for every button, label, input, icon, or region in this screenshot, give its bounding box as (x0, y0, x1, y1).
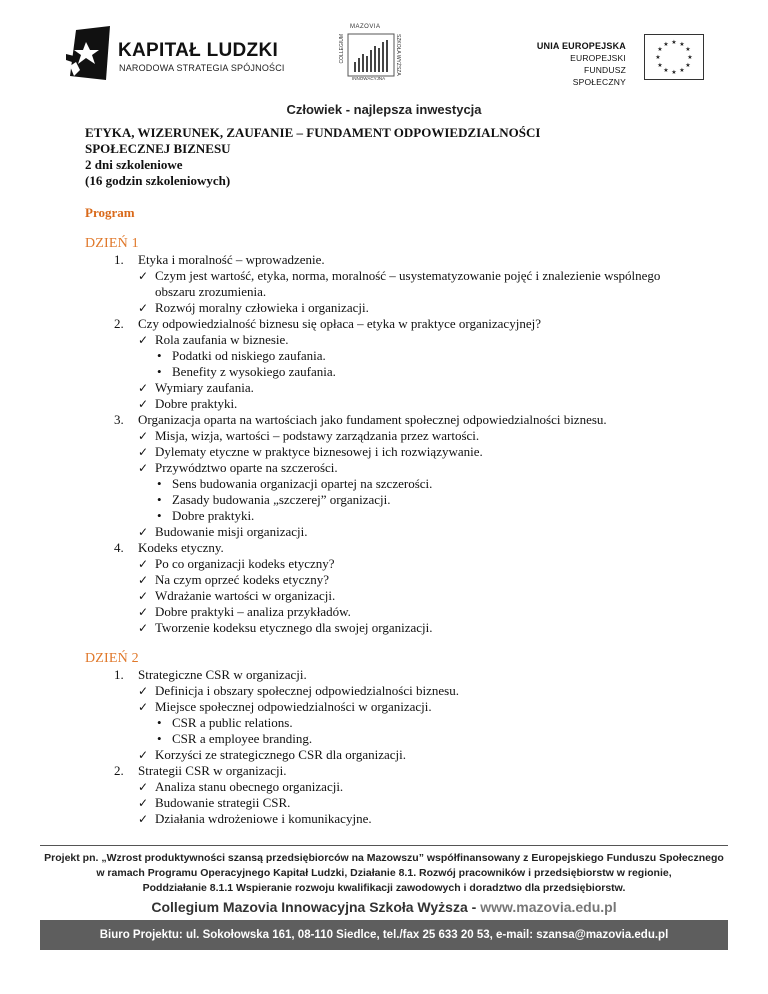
sub-item-text: Miejsce społecznej odpowiedzialności w organizacji. (155, 699, 432, 714)
day-agenda (85, 252, 695, 636)
bullet-item (155, 492, 695, 508)
mazovia-logo-right: SZKOŁA WYŻSZA (395, 34, 401, 76)
footer-project-line3: Poddziałanie 8.1.1 Wspieranie rozwoju kwalifikacji zawodowych i doradztwo dla przedsiębiorstw. (142, 882, 626, 894)
item-text: Organizacja oparta na wartościach jako fundament społecznej odpowiedzialności biznesu. (138, 412, 607, 427)
sub-item (138, 444, 695, 460)
svg-text:★: ★ (685, 62, 691, 69)
checkmark-icon: ✓ (138, 333, 149, 347)
footer-college (0, 899, 768, 915)
bullet-text: Dobre praktyki. (172, 508, 255, 523)
bullet-icon: • (157, 348, 162, 363)
doc-duration: 2 dni szkoleniowe (85, 157, 183, 172)
item-text: Kodeks etyczny. (138, 540, 224, 555)
footer-project-line2: w ramach Programu Operacyjnego Kapitał Ludzki, Działanie 8.1. Rozwój pracowników i przedsiębiorstw w regionie, (96, 867, 672, 879)
checkmark-icon: ✓ (138, 557, 149, 571)
checkmark-icon: ✓ (138, 589, 149, 603)
footer-divider (40, 845, 728, 846)
sub-item (138, 604, 695, 620)
bullet-icon: • (157, 476, 162, 491)
sub-item-text: Przywództwo oparte na szczerości. (155, 460, 338, 475)
sub-item-text: Czym jest wartość, etyka, norma, moralność – usystematyzowanie pojęć i znalezienie wspólnego obszaru zrozumienia. (155, 268, 661, 299)
office-address: Biuro Projektu: ul. Sokołowska 161, 08-110 Siedlce, tel./fax 25 633 20 53, e-mail: szansa@mazovia.edu.pl (99, 929, 669, 941)
checkmark-icon: ✓ (138, 461, 149, 475)
bullet-item (155, 731, 695, 747)
checkmark-icon: ✓ (138, 525, 149, 539)
sub-item (138, 396, 695, 412)
eu-line2: EUROPEJSKI (570, 53, 626, 63)
bullet-text: Sens budowania organizacji opartej na szczerości. (172, 476, 433, 491)
item-number: 1. (114, 667, 124, 682)
sub-item (138, 332, 695, 380)
bullet-item (155, 715, 695, 731)
sub-item-text: Budowanie misji organizacji. (155, 524, 308, 539)
eu-line3: FUNDUSZ SPOŁECZNY (572, 65, 626, 87)
mazovia-logo-left: COLLEGIUM (339, 34, 345, 64)
bullet-item (155, 348, 695, 364)
checkmark-icon: ✓ (138, 397, 149, 411)
checkmark-icon: ✓ (138, 605, 149, 619)
doc-title-line1: ETYKA, WIZERUNEK, ZAUFANIE – FUNDAMENT ODPOWIEDZIALNOŚCI (85, 125, 541, 140)
bullet-icon: • (157, 715, 162, 730)
sub-item-text: Dobre praktyki – analiza przykładów. (155, 604, 351, 619)
sub-item (138, 620, 695, 636)
sub-item-text: Analiza stanu obecnego organizacji. (155, 779, 344, 794)
eu-line1: UNIA EUROPEJSKA (536, 41, 626, 51)
agenda-item (85, 763, 695, 827)
svg-text:★: ★ (657, 62, 663, 69)
bullet-text: Zasady budowania „szczerej” organizacji. (172, 492, 391, 507)
svg-text:★: ★ (663, 41, 669, 48)
sub-item-text: Korzyści ze strategicznego CSR dla organizacji. (155, 747, 407, 762)
bullet-text: Podatki od niskiego zaufania. (172, 348, 326, 363)
checkmark-icon: ✓ (138, 269, 149, 283)
program-content (85, 125, 695, 827)
bullet-icon: • (157, 731, 162, 746)
item-number: 4. (114, 540, 124, 555)
sub-item-text: Budowanie strategii CSR. (155, 795, 291, 810)
sub-item (138, 747, 695, 763)
sub-item (138, 524, 695, 540)
kapital-ludzki-title: KAPITAŁ LUDZKI (118, 40, 279, 61)
sub-item-text: Misja, wizja, wartości – podstawy zarządzania przez wartości. (155, 428, 480, 443)
footer-project-line1: Projekt pn. „Wzrost produktywności szansą przedsiębiorców na Mazowszu” współfinansowany z Europejskiego Funduszu Społecznego (44, 852, 724, 864)
agenda-item (85, 540, 695, 636)
day-agenda (85, 667, 695, 827)
sub-item (138, 428, 695, 444)
item-text: Czy odpowiedzialność biznesu się opłaca – etyka w praktyce organizacyjnej? (138, 316, 541, 331)
checkmark-icon: ✓ (138, 301, 149, 315)
bullet-item (155, 476, 695, 492)
college-name: Collegium Mazovia Innowacyjna Szkoła Wyższa - (151, 899, 481, 915)
checkmark-icon: ✓ (138, 573, 149, 587)
svg-text:★: ★ (679, 67, 685, 74)
sub-item-text: Dylematy etyczne w praktyce biznesowej i ich rozwiązywanie. (155, 444, 483, 459)
checkmark-icon: ✓ (138, 700, 149, 714)
sub-item (138, 556, 695, 572)
sub-item (138, 683, 695, 699)
sub-item (138, 268, 695, 300)
checkmark-icon: ✓ (138, 748, 149, 762)
item-number: 2. (114, 316, 124, 331)
sub-item (138, 300, 695, 316)
college-url[interactable]: www.mazovia.edu.pl (480, 899, 617, 915)
svg-text:★: ★ (685, 46, 691, 53)
sub-item-text: Na czym oprzeć kodeks etyczny? (155, 572, 329, 587)
bullet-text: CSR a public relations. (172, 715, 293, 730)
checkmark-icon: ✓ (138, 621, 149, 635)
sub-item-text: Rola zaufania w biznesie. (155, 332, 289, 347)
item-text: Etyka i moralność – wprowadzenie. (138, 252, 325, 267)
motto: Człowiek - najlepsza inwestycja (286, 102, 482, 117)
bullet-icon: • (157, 492, 162, 507)
checkmark-icon: ✓ (138, 780, 149, 794)
sub-item (138, 795, 695, 811)
agenda-item (85, 412, 695, 540)
svg-text:★: ★ (657, 46, 663, 53)
sub-item (138, 588, 695, 604)
eu-text (536, 40, 626, 88)
sub-item-text: Działania wdrożeniowe i komunikacyjne. (155, 811, 372, 826)
program-label: Program (85, 205, 135, 220)
checkmark-icon: ✓ (138, 429, 149, 443)
item-number: 2. (114, 763, 124, 778)
collegium-mazovia-logo (340, 26, 402, 82)
mazovia-logo-bottom: INNOWACYJNA (352, 76, 386, 81)
agenda-item (85, 667, 695, 763)
sub-item (138, 779, 695, 795)
sub-item (138, 380, 695, 396)
svg-text:★: ★ (679, 41, 685, 48)
footer-project-info (0, 851, 768, 896)
svg-text:★: ★ (671, 69, 677, 76)
checkmark-icon: ✓ (138, 796, 149, 810)
item-number: 1. (114, 252, 124, 267)
sub-item (138, 460, 695, 524)
sub-item (138, 699, 695, 747)
eu-flag-icon (644, 34, 704, 80)
checkmark-icon: ✓ (138, 684, 149, 698)
bullet-text: Benefity z wysokiego zaufania. (172, 364, 336, 379)
agenda-item (85, 252, 695, 316)
mazovia-logo-top: MAZOVIA (350, 24, 381, 30)
sub-item-text: Definicja i obszary społecznej odpowiedzialności biznesu. (155, 683, 459, 698)
svg-text:★: ★ (687, 54, 693, 61)
day-heading: DZIEŃ 1 (85, 236, 139, 251)
checkmark-icon: ✓ (138, 445, 149, 459)
checkmark-icon: ✓ (138, 812, 149, 826)
item-number: 3. (114, 412, 124, 427)
kapital-ludzki-subtitle: NARODOWA STRATEGIA SPÓJNOŚCI (119, 63, 285, 73)
bullet-item (155, 508, 695, 524)
checkmark-icon: ✓ (138, 381, 149, 395)
item-text: Strategiczne CSR w organizacji. (138, 667, 307, 682)
sub-item-text: Rozwój moralny człowieka i organizacji. (155, 300, 369, 315)
svg-text:★: ★ (663, 67, 669, 74)
kapital-ludzki-logo (66, 26, 114, 82)
agenda-item (85, 316, 695, 412)
bullet-text: CSR a employee branding. (172, 731, 313, 746)
svg-text:★: ★ (671, 39, 677, 46)
doc-hours: (16 godzin szkoleniowych) (85, 173, 231, 188)
sub-item-text: Wymiary zaufania. (155, 380, 254, 395)
item-text: Strategii CSR w organizacji. (138, 763, 287, 778)
svg-text:★: ★ (655, 54, 661, 61)
bullet-item (155, 364, 695, 380)
doc-title-line2: SPOŁECZNEJ BIZNESU (85, 141, 231, 156)
sub-item-text: Po co organizacji kodeks etyczny? (155, 556, 335, 571)
sub-item (138, 811, 695, 827)
sub-item-text: Tworzenie kodeksu etycznego dla swojej organizacji. (155, 620, 433, 635)
sub-item (138, 572, 695, 588)
bullet-icon: • (157, 364, 162, 379)
footer-office-bar (40, 920, 728, 950)
sub-item-text: Wdrażanie wartości w organizacji. (155, 588, 336, 603)
day-heading: DZIEŃ 2 (85, 651, 139, 666)
bullet-icon: • (157, 508, 162, 523)
page-header (0, 0, 768, 92)
sub-item-text: Dobre praktyki. (155, 396, 238, 411)
